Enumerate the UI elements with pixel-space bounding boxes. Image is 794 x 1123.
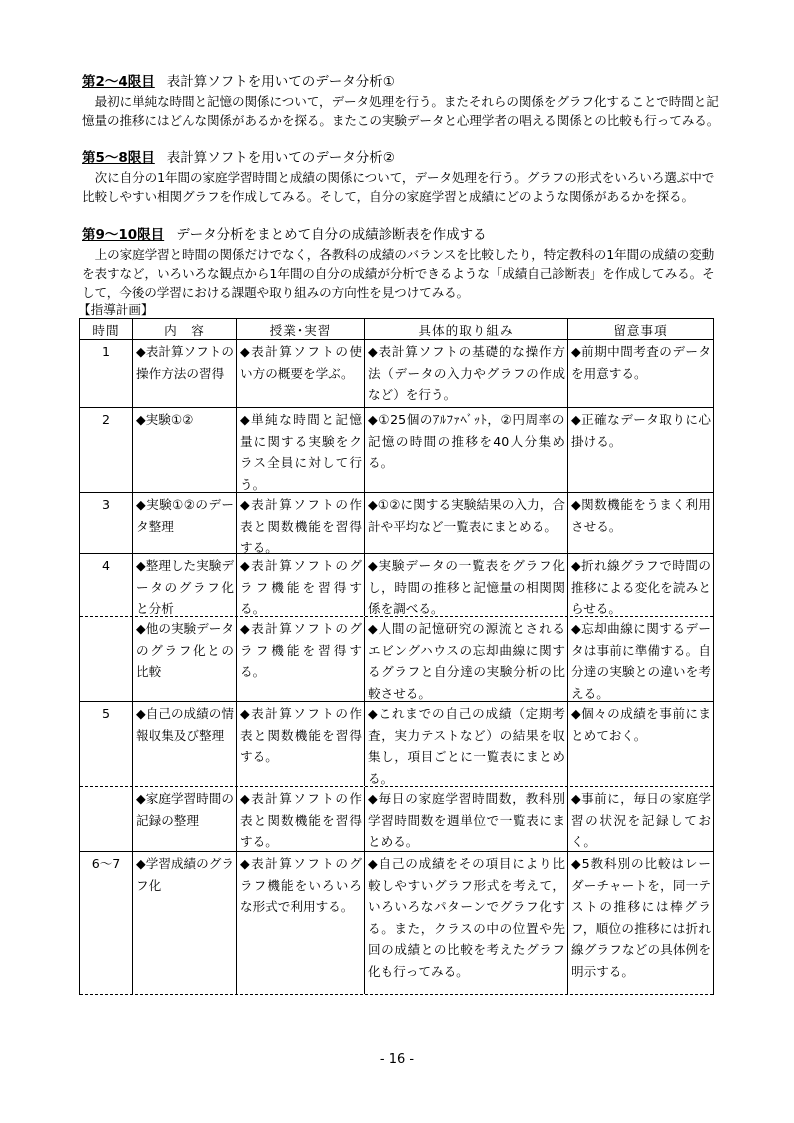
table-header — [79, 318, 714, 340]
section-heading — [82, 73, 722, 92]
cell-lesson: ◆単純な時間と記憶量に関する実験をクラス全員に対して行う。 — [237, 408, 365, 492]
section-number: 第2～4限目 — [82, 74, 155, 90]
cell-content: ◆学習成績のグラフ化 — [133, 852, 237, 994]
section-heading — [82, 149, 722, 168]
section-heading — [82, 226, 722, 245]
cell-action: ◆実験データの一覧表をグラフ化し，時間の推移と記憶量の相関関係を調べる。 — [365, 554, 568, 616]
cell-content: ◆他の実験データのグラフ化との比較 — [133, 617, 237, 701]
cell-note: ◆折れ線グラフで時間の推移による変化を読みとらせる。 — [571, 558, 711, 616]
cell-content: ◆実験①②のデータ整理 — [133, 493, 237, 553]
cell-note: ◆事前に，毎日の家庭学習の状況を記録しておく。 — [571, 791, 711, 849]
cell-note: ◆前期中間考査のデータを用意する。 — [571, 344, 711, 381]
header-lesson: 授業･実習 — [237, 319, 365, 339]
section-text: 上の家庭学習と時間の関係だけでなく，各教科の成績のバランスを比較したり，特定教科の1年間の成績の変動を表すなど，いろいろな観点から1年間の自分の成績が分析できるような「成績自己診断表」を作成してみる。そして，今後の学習における課題や取り組みの方向性を見つけてみる。 — [82, 247, 715, 300]
section-title: データ分析をまとめて自分の成績診断表を作成する — [176, 227, 487, 243]
section-title: 表計算ソフトを用いてのデータ分析① — [166, 74, 395, 90]
section-text: 次に自分の1年間の家庭学習時間と成績の関係について，データ処理を行う。グラフの形式をいろいろ選ぶ中で比較しやすい相関グラフを作成してみる。そして，自分の家庭学習と成績にどのような関係があるかを探る。 — [82, 170, 715, 204]
section-number: 第9～10限目 — [82, 227, 165, 243]
header-action: 具体的取り組み — [365, 319, 568, 339]
section-1 — [82, 73, 722, 130]
cell-action: ◆自己の成績をその項目により比較しやすいグラフ形式を考えて，いろいろなパターンでグラフ化する。また，クラスの中の位置や先回の成績との比較を考えたグラフ化も行ってみる。 — [365, 852, 568, 994]
cell-content: ◆実験①② — [133, 408, 237, 492]
cell-time: 5 — [80, 702, 133, 786]
cell-note: ◆個々の成績を事前にまとめておく。 — [571, 706, 711, 743]
cell-content: ◆自己の成績の情報収集及び整理 — [133, 702, 237, 786]
cell-time: 2 — [80, 408, 133, 492]
table-row — [80, 787, 713, 852]
section-text: 最初に単純な時間と記憶の関係について，データ処理を行う。またそれらの関係をグラフ化することで時間と記憶量の推移にはどんな関係があるかを探る。またこの実験データと心理学者の唱える関係との比較も行ってみる。 — [82, 94, 720, 128]
cell-note: ◆関数機能をうまく利用させる。 — [571, 497, 711, 534]
cell-action: ◆これまでの自己の成績（定期考査，実力テストなど）の結果を収集し，項目ごとに一覧表にまとめる。 — [365, 702, 568, 786]
cell-lesson: ◆表計算ソフトの作表と関数機能を習得する。 — [237, 493, 365, 553]
table-body — [79, 340, 714, 995]
table-row — [80, 493, 713, 554]
cell-lesson: ◆表計算ソフトの使い方の概要を学ぶ。 — [237, 340, 365, 407]
table-row — [80, 852, 713, 995]
cell-action: ◆①25個のｱﾙﾌｧﾍﾞｯﾄ，②円周率の記憶の時間の推移を40人分集める。 — [365, 408, 568, 492]
cell-time: 4 — [80, 554, 133, 616]
table-row — [80, 554, 713, 617]
table-row — [80, 408, 713, 493]
cell-content: ◆家庭学習時間の記録の整理 — [133, 787, 237, 851]
page-number: - 16 - — [379, 1052, 415, 1067]
header-time: 時間 — [80, 319, 133, 339]
cell-time — [80, 787, 133, 851]
cell-action: ◆毎日の家庭学習時間数，教科別学習時間数を週単位で一覧表にまとめる。 — [365, 787, 568, 851]
cell-lesson: ◆表計算ソフトの作表と関数機能を習得する。 — [237, 787, 365, 851]
cell-time: 3 — [80, 493, 133, 553]
table-row — [80, 702, 713, 787]
section-2 — [82, 149, 722, 206]
cell-note: ◆忘却曲線に関するデータは事前に準備する。自分達の実験との違いを考える。 — [571, 621, 711, 701]
cell-content: ◆整理した実験データのグラフ化と分析 — [133, 554, 237, 616]
cell-time — [80, 617, 133, 701]
section-3 — [82, 226, 722, 302]
cell-time: 1 — [80, 340, 133, 407]
table-row — [80, 340, 713, 408]
teaching-plan-table — [79, 318, 714, 995]
cell-lesson: ◆表計算ソフトのグラフ機能を習得する。 — [237, 617, 365, 701]
section-title: 表計算ソフトを用いてのデータ分析② — [166, 150, 395, 166]
cell-action: ◆①②に関する実験結果の入力，合計や平均など一覧表にまとめる。 — [365, 493, 568, 553]
cell-time: 6～7 — [80, 852, 133, 994]
cell-action: ◆人間の記憶研究の源流とされるエビングハウスの忘却曲線に関するグラフと自分達の実験分析の比較させる。 — [365, 617, 568, 701]
cell-lesson: ◆表計算ソフトのグラフ機能をいろいろな形式で利用する。 — [237, 852, 365, 994]
cell-note: ◆正確なデータ取りに心掛ける。 — [571, 412, 711, 449]
header-note: 留意事項 — [613, 322, 668, 338]
plan-label: 【指導計画】 — [78, 302, 154, 317]
cell-lesson: ◆表計算ソフトの作表と関数機能を習得する。 — [237, 702, 365, 786]
table-row — [80, 617, 713, 702]
cell-note: ◆5教科別の比較はレーダーチャートを，同一テストの推移には棒グラフ，順位の推移には折れ線グラフなどの具体例を明示する。 — [571, 856, 711, 979]
cell-lesson: ◆表計算ソフトのグラフ機能を習得する。 — [237, 554, 365, 616]
section-number: 第5～8限目 — [82, 150, 155, 166]
cell-action: ◆表計算ソフトの基礎的な操作方法（データの入力やグラフの作成など）を行う。 — [365, 340, 568, 407]
header-content: 内 容 — [133, 319, 237, 339]
cell-content: ◆表計算ソフトの操作方法の習得 — [133, 340, 237, 407]
